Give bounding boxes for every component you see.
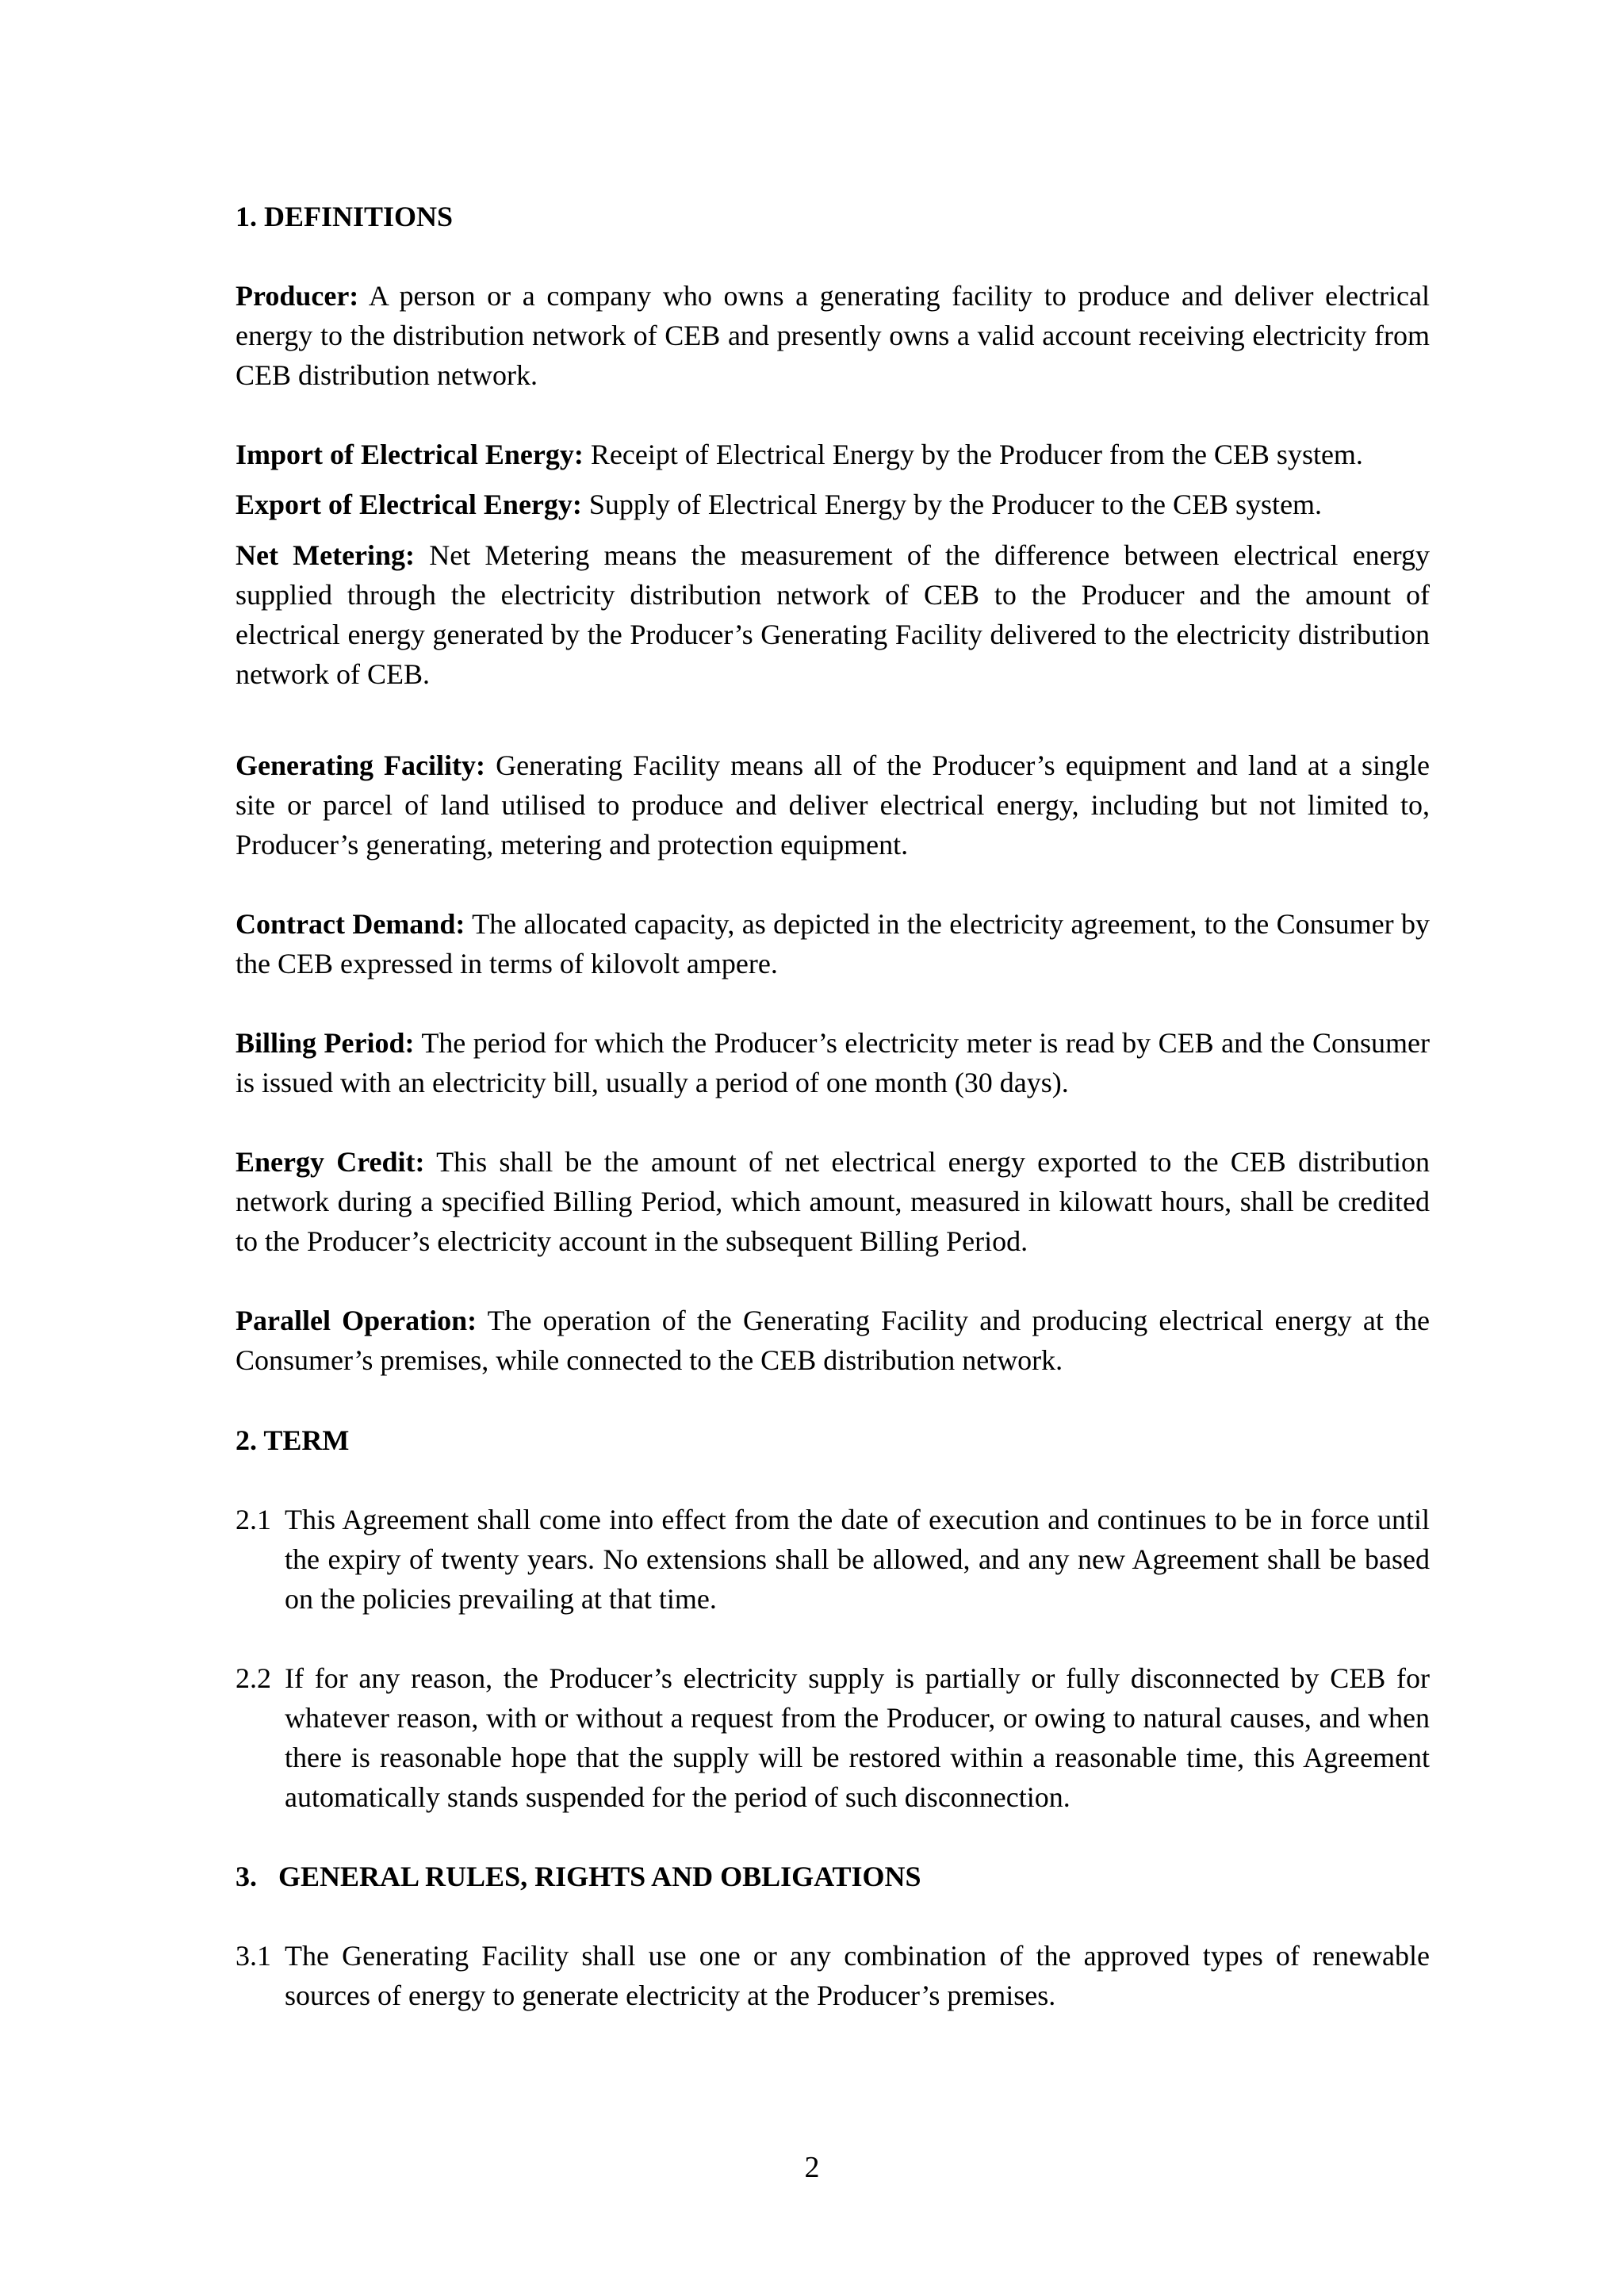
section-heading-text: 3. GENERAL RULES, RIGHTS AND OBLIGATIONS	[236, 1861, 921, 1892]
definition-import	[236, 435, 1430, 474]
section-heading-term: 2. TERM	[236, 1424, 350, 1456]
clause-3-1	[236, 1936, 1430, 2015]
page-number: 2	[804, 2151, 820, 2184]
definition-term: Generating Facility:	[236, 749, 485, 781]
definition-term: Parallel Operation:	[236, 1305, 477, 1336]
definition-term: Billing Period:	[236, 1027, 415, 1059]
section-heading-general-rules	[236, 1857, 1430, 1896]
definition-text: This shall be the amount of net electrical energy exported to the CEB distribution network during a specified Billing Period, which amount, measured in kilowatt hours, shall be credited to the Producer’s electricity account in the subsequent Billing Period.	[236, 1146, 1431, 1257]
definition-contract-demand	[236, 904, 1430, 983]
definition-parallel-operation	[236, 1301, 1430, 1380]
clause-text: If for any reason, the Producer’s electricity supply is partially or fully disconnected by CEB for whatever reason, with or without a request from the Producer, or owing to natural causes, and when there is reasonable hope that the supply will be restored within a reasonable time, this Agreement automatically stands suspended for the period of such disconnection.	[285, 1662, 1430, 1813]
definition-text: The operation of the Generating Facility and producing electrical energy at the Consumer’s premises, while connected to the CEB distribution network.	[236, 1305, 1430, 1376]
clause-text: This Agreement shall come into effect from the date of execution and continues to be in force until the expiry of twenty years. No extensions shall be allowed, and any new Agreement shall be based on the policies prevailing at that time.	[285, 1504, 1430, 1615]
definition-producer	[236, 276, 1430, 395]
definition-billing-period	[236, 1023, 1430, 1102]
definition-text: Generating Facility means all of the Producer’s equipment and land at a single site or parcel of land utilised to produce and deliver electrical energy, including but not limited to, Producer’s generating, metering and protection equipment.	[236, 749, 1430, 861]
definition-term: Net Metering:	[236, 539, 416, 571]
clause-number: 2.1	[236, 1504, 271, 1535]
definition-net-metering	[236, 535, 1430, 694]
definition-text: The allocated capacity, as depicted in the electricity agreement, to the Consumer by the CEB expressed in terms of kilovolt ampere.	[236, 908, 1430, 979]
definition-text: Supply of Electrical Energy by the Producer to the CEB system.	[581, 489, 1323, 520]
clause-2-2	[236, 1658, 1430, 1817]
definition-term: Export of Electrical Energy:	[236, 489, 582, 520]
clause-number: 3.1	[236, 1940, 271, 1972]
definition-text: The period for which the Producer’s electricity meter is read by CEB and the Consumer is issued with an electricity bill, usually a period of one month (30 days).	[236, 1027, 1430, 1098]
clause-number: 2.2	[236, 1662, 271, 1694]
clause-text: The Generating Facility shall use one or any combination of the approved types of renewable sources of energy to generate electricity at the Producer’s premises.	[285, 1940, 1430, 2011]
definition-term: Import of Electrical Energy:	[236, 439, 584, 470]
definition-term: Contract Demand:	[236, 908, 465, 940]
definition-term: Energy Credit:	[236, 1146, 425, 1178]
definition-text: Receipt of Electrical Energy by the Producer from the CEB system.	[583, 439, 1363, 470]
definition-term: Producer:	[236, 280, 359, 312]
definition-text: A person or a company who owns a generating facility to produce and deliver electrical energy to the distribution network of CEB and presently owns a valid account receiving electricity from CEB distribution network.	[236, 280, 1430, 391]
definition-energy-credit	[236, 1142, 1430, 1261]
section-heading-definitions: 1. DEFINITIONS	[236, 201, 454, 232]
clause-2-1	[236, 1500, 1430, 1619]
definition-text: Net Metering means the measurement of the difference between electrical energy supplied through the electricity distribution network of CEB to the Producer and the amount of electrical energy generated by the Producer’s Generating Facility delivered to the electricity distribution network of CEB.	[236, 539, 1430, 690]
definition-export	[236, 485, 1430, 524]
definition-generating-facility	[236, 746, 1430, 864]
